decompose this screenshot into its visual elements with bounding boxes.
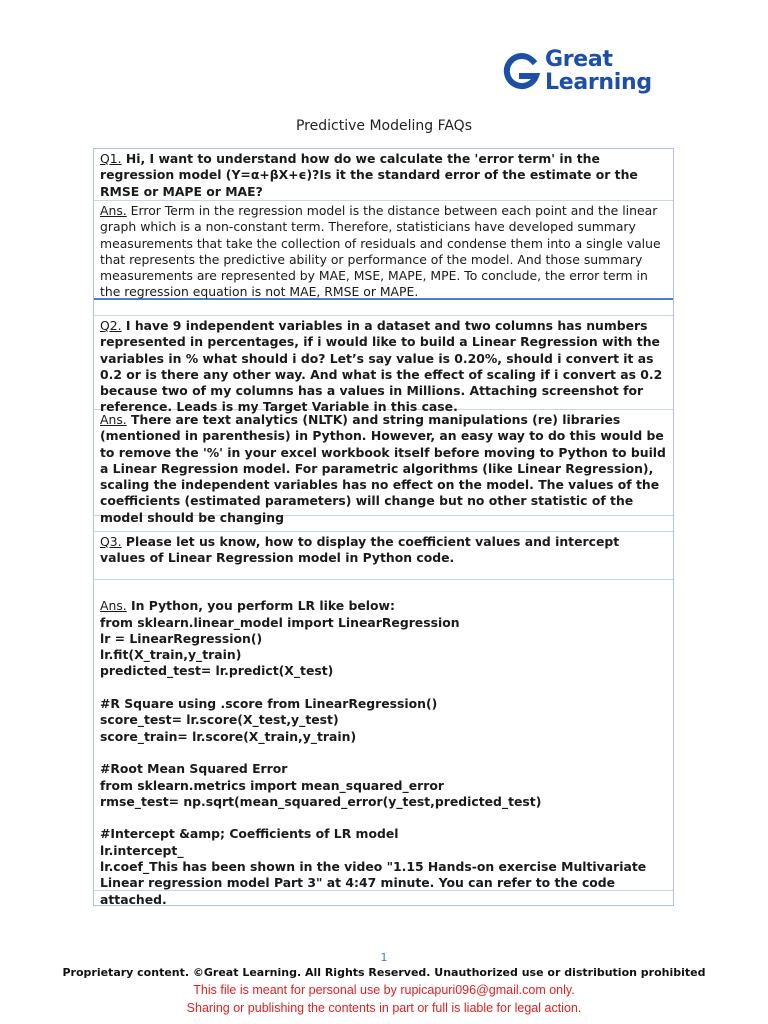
question-label: Q1. — [100, 151, 122, 166]
answer-label: Ans. — [100, 203, 127, 218]
answer-label: Ans. — [100, 412, 127, 427]
answer-text: There are text analytics (NLTK) and string manipulations (re) libraries (mentioned in parenthesis) in Python. However, an easy way to do this would be to remove the '%' in your excel workbook itself before moving to Python to build a Linear Regression model. For parametric algorithms (like Linear Regression), scaling the independent variables has no effect on the model. The values of the coefficients (estimated parameters) will change but no other statistic of the model should be changing — [100, 412, 666, 525]
faq-spacer-row — [94, 516, 673, 532]
question-label: Q3. — [100, 534, 122, 549]
faq-table — [93, 148, 674, 906]
answer-label: Ans. — [100, 598, 127, 614]
page-number: 1 — [380, 951, 388, 964]
faq-question-3 — [94, 532, 673, 580]
legal-notice: Sharing or publishing the contents in part or full is liable for legal action. — [186, 1001, 582, 1015]
personal-use-notice: This file is meant for personal use by rupicapuri096@gmail.com only. — [193, 983, 575, 997]
question-text: Hi, I want to understand how do we calculate the 'error term' in the regression model (Y=α+βX+ϵ)?Is it the standard error of the estimate or the RMSE or MAPE or MAE? — [100, 151, 638, 199]
answer-code: In Python, you perform LR like below: from sklearn.linear_model import LinearRegression lr = LinearRegression() lr.fit(X_train,y_train) predicted_test= lr.predict(X_test) #R Square using .score from LinearRegression() score_test= lr.score(X_test,y_test) score_train= lr.score(X_train,y_train) #Root Mean Squared Error from sklearn.metrics import mean_squared_error rmse_test= np.sqrt(mean_squared_error(y_test,predicted_test) #Intercept &amp; Coefficients of LR model lr.intercept_ lr.coef_This has been shown in the video "1.15 Hands-on exercise Multivariate Linear regression model Part 3" at 4:47 minute. You can refer to the code attached. — [100, 598, 647, 907]
document-title: Predictive Modeling FAQs — [295, 118, 472, 134]
brand-line2: Learning — [545, 70, 652, 95]
question-text: I have 9 independent variables in a dataset and two columns has numbers represented in percentages, if i would like to build a Linear Regression with the variables in % what should i do? Let’s say value is 0.20%, should i convert it as 0.2 or is there any other way. And what is the effect of scaling if i convert as 0.2 because two of my columns has a values in Millions. Attaching screenshot for reference. Leads is my Target Variable in this case. — [100, 318, 663, 415]
faq-answer-1 — [94, 201, 673, 300]
faq-question-1 — [94, 149, 673, 201]
brand-line1: Great — [545, 47, 613, 72]
faq-answer-2 — [94, 410, 673, 525]
faq-answer-3 — [94, 580, 673, 907]
answer-text: Error Term in the regression model is the distance between each point and the linear graph which is a non-constant term. Therefore, statisticians have developed summary measurements that take the collection of residuals and condense them into a single value that represents the predictive ability or performance of the model. And those summary measurements are represented by MAE, MSE, MAPE, MPE. To conclude, the error term in the regression equation is not MAE, RMSE or MAPE. — [100, 203, 661, 300]
faq-question-2 — [94, 316, 673, 415]
faq-spacer-row — [94, 300, 673, 316]
great-learning-logo — [503, 49, 663, 99]
great-learning-g-icon — [503, 52, 541, 94]
question-text: Please let us know, how to display the coefficient values and intercept values of Linear Regression model in Python code. — [100, 534, 620, 566]
question-label: Q2. — [100, 318, 122, 333]
proprietary-notice: Proprietary content. ©Great Learning. All Rights Reserved. Unauthorized use or distribution prohibited — [62, 966, 706, 979]
